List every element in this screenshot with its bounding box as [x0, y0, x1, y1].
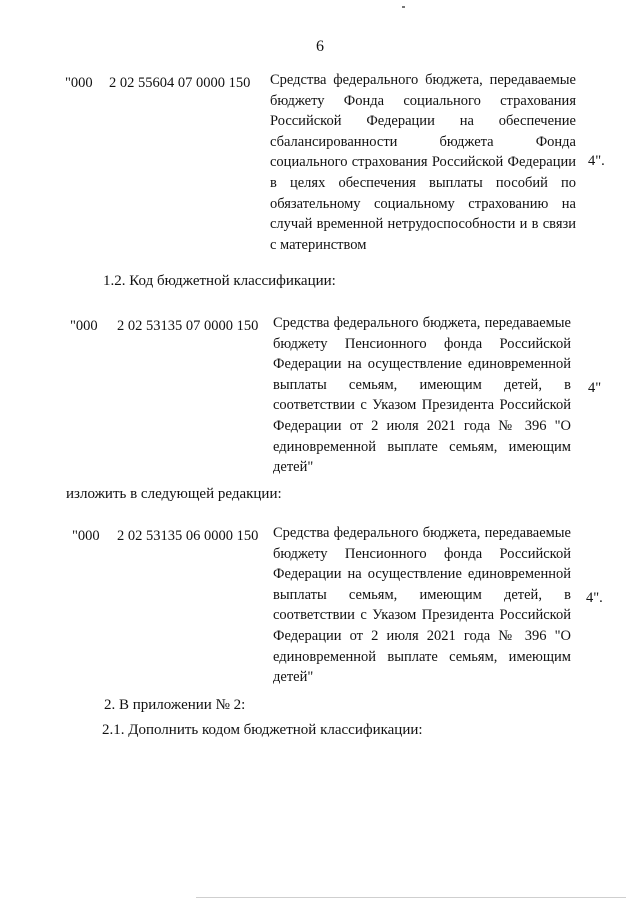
paragraph-2: 2. В приложении № 2:: [104, 697, 246, 713]
scan-edge-line: [196, 897, 626, 898]
scan-speck: [402, 6, 405, 8]
budget-code: 2 02 53135 06 0000 150: [117, 528, 259, 544]
entry-description: Средства федерального бюджета, передаваемые бюджету Пенсионного фонда Российской Федерации на осуществление единовременной выплаты семьям, имеющим детей, в соответствии с Указом Президента Российской Федерации от 2 июля 2021 года № 396 "О единовременной выплате семьям, имеющим детей": [273, 525, 571, 686]
entry-suffix: 4".: [588, 153, 605, 169]
budget-code: 2 02 55604 07 0000 150: [109, 75, 251, 91]
entry-description: Средства федерального бюджета, передаваемые бюджету Пенсионного фонда Российской Федерации на осуществление единовременной выплаты семьям, имеющим детей, в соответствии с Указом Президента Российской Федерации от 2 июля 2021 года № 396 "О единовременной выплате семьям, имеющим детей": [273, 315, 571, 476]
page-number: 6: [316, 38, 324, 55]
paragraph-1-2: 1.2. Код бюджетной классификации:: [103, 273, 336, 289]
replace-paragraph: изложить в следующей редакции:: [66, 486, 282, 502]
code-prefix: "000: [70, 318, 98, 334]
entry-suffix: 4": [588, 380, 602, 396]
code-prefix: "000: [72, 528, 100, 544]
code-prefix: "000: [65, 75, 93, 91]
paragraph-2-1: 2.1. Дополнить кодом бюджетной классификации:: [102, 722, 423, 738]
budget-code: 2 02 53135 07 0000 150: [117, 318, 259, 334]
entry-description: Средства федерального бюджета, передаваемые бюджету Фонда социального страхования Российской Федерации на обеспечение сбалансированности бюджета Фонда социального страхования Российской Федерации в целях обеспечения выплаты пособий по обязательному социальному страхованию на случай временной нетрудоспособности и в связи с материнством: [270, 72, 576, 253]
entry-suffix: 4".: [586, 590, 603, 606]
